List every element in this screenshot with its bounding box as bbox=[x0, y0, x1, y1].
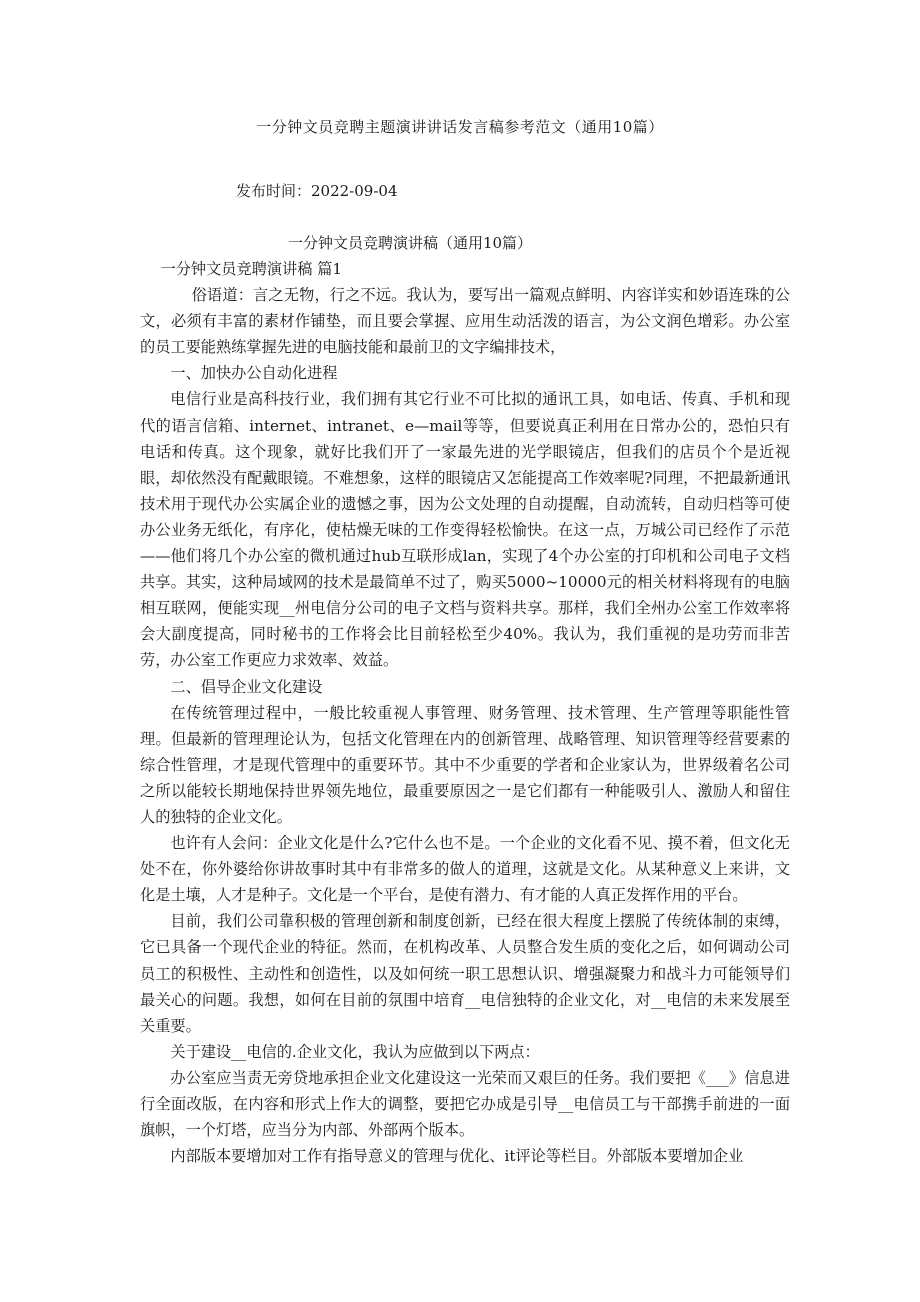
paragraph: 目前，我们公司靠积极的管理创新和制度创新，已经在很大程度上摆脱了传统体制的束缚，它已具备一个现代企业的特征。然而，在机构改革、人员整合发生质的变化之后，如何调动公司员工的积极性、主动性和创造性，以及如何统一职工思想认识、增强凝聚力和战斗力可能领导们最关心的问题。我想，如何在目前的氛围中培育__电信独特的企业文化，对__电信的未来发展至关重要。 bbox=[140, 912, 790, 1035]
paragraph: 内部版本要增加对工作有指导意义的管理与优化、it评论等栏目。外部版本要增加企业 bbox=[170, 1147, 744, 1166]
paragraph: 也许有人会问：企业文化是什么?它什么也不是。一个企业的文化看不见、摸不着，但文化无处不在，你外婆给你讲故事时其中有非常多的做人的道理，这就是文化。从某种意义上来讲，文化是土壤，人才是种子。文化是一个平台，是使有潜力、有才能的人真正发挥作用的平台。 bbox=[140, 834, 790, 905]
paragraph: 电信行业是高科技行业，我们拥有其它行业不可比拟的通讯工具，如电话、传真、手机和现代的语言信箱、internet、intranet、e—mail等等，但要说真正利用在日常办公的，恐怕只有电话和传真。这个现象，就好比我们开了一家最先进的光学眼镜店，但我们的店员个个是近视眼，却依然没有配戴眼镜。不难想象，这样的眼镜店又怎能提高工作效率呢?同理，不把最新通讯技术用于现代办公实属企业的遗憾之事，因为公文处理的自动提醒，自动流转，自动归档等可使办公业务无纸化，有序化，使枯燥无味的工作变得轻松愉快。在这一点，万城公司已经作了示范——他们将几个办公室的微机通过hub互联形成lan，实现了4个办公室的打印机和公司电子文档共享。其实，这种局域网的技术是最简单不过了，购买5000~10000元的相关材料将现有的电脑相互联网，便能实现__州电信分公司的电子文档与资料共享。那样，我们全州办公室工作效率将会大副度提高，同时秘书的工作将会比目前轻松至少40%。我认为，我们重视的是功劳而非苦劳，办公室工作更应力求效率、效益。 bbox=[140, 390, 790, 670]
paragraph: 在传统管理过程中，一般比较重视人事管理、财务管理、技术管理、生产管理等职能性管理。但最新的管理理论认为，包括文化管理在内的创新管理、战略管理、知识管理等经营要素的综合性管理，才是现代管理中的重要环节。其中不少重要的学者和企业家认为，世界级着名公司之所以能较长期地保持世界领先地位，最重要原因之一是它们都有一种能吸引人、激励人和留住人的独特的企业文化。 bbox=[140, 703, 790, 826]
document-subtitle: 一分钟文员竞聘演讲稿（通用10篇） bbox=[287, 234, 533, 252]
section-heading: 二、倡导企业文化建设 bbox=[170, 677, 323, 696]
section-heading: 一分钟文员竞聘演讲稿 篇1 bbox=[160, 260, 343, 278]
document-title: 一分钟文员竞聘主题演讲讲话发言稿参考范文（通用10篇） bbox=[256, 118, 664, 136]
paragraph: 俗语道：言之无物，行之不远。我认为，要写出一篇观点鲜明、内容详实和妙语连珠的公文，必须有丰富的素材作铺垫，而且要会掌握、应用生动活泼的语言，为公文润色增彩。办公室的员工要能熟练掌握先进的电脑技能和最前卫的文字编排技术， bbox=[140, 286, 790, 357]
section-heading: 一、加快办公自动化进程 bbox=[170, 364, 338, 383]
paragraph: 办公室应当责无旁贷地承担企业文化建设这一光荣而又艰巨的任务。我们要把《___》信息进行全面改版，在内容和形式上作大的调整，要把它办成是引导__电信员工与干部携手前进的一面旗帜，一个灯塔，应当分为内部、外部两个版本。 bbox=[140, 1068, 790, 1140]
document-body bbox=[140, 256, 790, 1169]
paragraph: 关于建设__电信的.企业文化，我认为应做到以下两点： bbox=[170, 1042, 540, 1061]
publish-time: 发布时间：2022-09-04 bbox=[236, 182, 398, 200]
